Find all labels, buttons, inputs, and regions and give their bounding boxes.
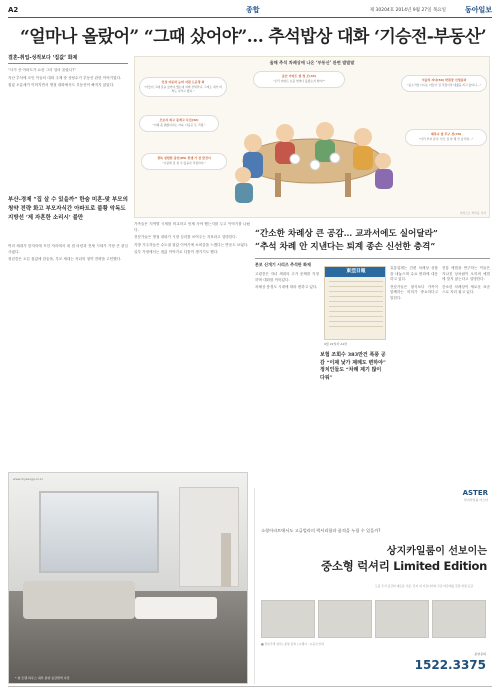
ad-headline-main: 중소형 럭셔리 Limited Edition xyxy=(320,559,487,573)
quote-bubble: 울산 아파트 빌 청 모(43) “우리 아파트 요즘 얼마나 올랐는지 알아?” xyxy=(253,71,345,88)
paragraph: “너가 산 아파트가 요즘 그리 얼마 올랐니?” xyxy=(8,68,77,72)
person-figure xyxy=(244,134,262,152)
subheadline: 결혼-취업-성적보다 ‘집값’ 화제 xyxy=(8,55,78,61)
quote-bubble: 경북 성현한 중인(85) 학생 가 장 맞건이 “나중에 집 살 수 있을지 걱정이야.” xyxy=(141,153,227,170)
ad-brand-logo: ASTER 상지카일룸 아스터 xyxy=(462,489,488,502)
paragraph: 집값 오름세가 이어지면서 명절 대화에서도 부동산이 빠지지 않았다. xyxy=(8,83,115,88)
illustration-credit: 일러스트 박진웅 기자 xyxy=(459,211,486,215)
ad-thumbnail xyxy=(432,600,486,638)
quote-bubble: 모로지 최고 중계고 사진(32) “이제 좀 괜찮아지는 거냐, 다음은 또 걱정.” xyxy=(139,115,219,132)
quote-bubble: 서울의 자녀(50) 학원장 선생님과 “중소기업 다니는 아들이 집 걱정이라 대출을 끼고 샀더니…” xyxy=(401,75,487,92)
secondary-headline-line: “간소한 차례상 큰 공감… 교과서에도 실어달라” xyxy=(255,229,438,239)
photo-caption: 9월 22일자 A1면 xyxy=(324,342,348,346)
person-figure xyxy=(354,128,372,146)
paragraph: 유통업계는 간편 차례상 상품을 내놓으며 수요 변화에 대응하고 있다. xyxy=(390,266,438,282)
photo-url: www.mysangji.co.kr xyxy=(13,477,43,481)
person-figure xyxy=(353,146,373,170)
paragraph: 지방 거주자들은 수도권 집값 이야기에 소외감을 느꼈다는 반응도 보였다. xyxy=(134,242,249,247)
dish xyxy=(310,160,320,170)
ad-thumbnail xyxy=(318,600,372,638)
photo-table xyxy=(135,597,217,619)
paragraph: 전통 예법을 연구하는 이들은 지나친 상차림이 오히려 예법에 맞지 않는다고 설명한다. xyxy=(442,266,490,282)
clipping-body xyxy=(329,281,383,327)
advertisement xyxy=(254,488,492,684)
paragraph: 차례상 풍경도 시대에 따라 변하고 있다. xyxy=(255,285,318,290)
series-label: 본보 신개기 시리즈 추석판 화제 xyxy=(255,262,311,267)
section-label: 종합 xyxy=(246,6,260,14)
person-figure xyxy=(235,167,251,183)
bottom-rule xyxy=(8,686,492,687)
paragraph: 전문가들은 형식보다 가족이 함께하는 의미가 중요하다고 말한다. xyxy=(390,284,438,300)
masthead xyxy=(8,4,492,18)
ad-description: 도심 주거 공간의 새로운 기준, 단지 내 커뮤니티와 고급 마감재를 갖춘 한정 공급 xyxy=(375,584,474,588)
paragraph: 여러 세대가 한자리에 모인 자리에서 내 집 마련과 전세 시세가 가장 큰 관심사였다. xyxy=(8,244,128,254)
issue-info: 제 30204호 2014년 9월 27일 목요일 xyxy=(369,8,446,13)
side-quote: 보험 조회수 383만건 폭풍 공감 “이제 낯가 제례도 변하야” 정치인들도 “차례 제기 많이 다워” xyxy=(320,352,386,381)
photo-window xyxy=(39,491,159,573)
paragraph: 간소한 차례상이 새로운 표준으로 자리 잡고 있다. xyxy=(442,284,490,295)
quote-bubble: 제목나 빌 주구 전(70) “다리 부자 같다, 부모 집 한 채 안 남기면…” xyxy=(405,129,487,146)
newspaper-logo: 동아일보 xyxy=(464,6,492,14)
photo-sofa xyxy=(23,581,135,619)
page-number: A2 xyxy=(8,6,19,14)
table-leg xyxy=(275,173,281,197)
illustration-title: 올해 추석 차례상에 나온 ‘부동산’ 관련 발발말 xyxy=(269,60,355,65)
ad-thumbnail xyxy=(261,600,315,638)
main-headline: “얼마나 올랐어” “그때 샀어야”… 추석밥상 대화 ‘기승전-부동산’ xyxy=(20,27,487,47)
quote-bubble: 인상 여론과 능력 지원 도운경 외 “아들이 그때 집을 샀어야 했는데 여태 전세라니, 그래도 내가 비싸도 사라고 했지.” xyxy=(139,77,227,97)
photo-caption: * 위 모델 하우스 내부 분양 공급면적 사진 xyxy=(15,676,70,680)
ad-phone-number[interactable]: 1522.3375 xyxy=(414,658,486,672)
clipping-masthead: 東亞日報 xyxy=(325,267,386,277)
article-column-1 xyxy=(8,68,128,192)
paragraph: 전문가들은 명절 대화가 시장 심리를 보여주는 지표라고 설명한다. xyxy=(134,235,237,240)
dish xyxy=(330,153,340,163)
secondary-headline-line: “추석 차례 안 지낸다는 퇴계 종손 신선한 충격” xyxy=(255,242,436,252)
subheadline-rule xyxy=(8,63,128,64)
article-column-2 xyxy=(134,222,250,466)
ad-phone-label: 분양문의 xyxy=(474,652,486,656)
paragraph: 청년층은 오른 집값에 한숨을, 부모 세대는 자녀의 청약 전략을 고민했다. xyxy=(8,257,122,262)
article-column-5 xyxy=(390,266,438,468)
article-column-4 xyxy=(255,272,319,468)
article-column-1b xyxy=(8,244,128,466)
person-figure xyxy=(316,122,334,140)
person-figure xyxy=(276,124,294,142)
interior-photo xyxy=(8,472,248,684)
ad-headline: 상지카일룸이 선보이는 xyxy=(386,546,487,557)
secondary-rule xyxy=(255,258,490,259)
secondary-headline xyxy=(255,228,490,254)
dish xyxy=(290,154,300,164)
ad-thumbnail xyxy=(375,600,429,638)
photo-lamp xyxy=(221,533,231,587)
article-subheading: 부산-경제 “집 살 수 있을까” 한숨 미혼-맞 부모의 청약 전략 화고 부모자식간 아파트로 불황 악독도 지방선 ‘제 자혼한 소리시’ 불만 xyxy=(8,197,128,221)
ad-lead: 소형아파트에서도 고급빌라의 럭셔리함과 품격을 누릴 수 있을까? xyxy=(261,528,381,533)
paragraph: 가족들은 지역별 시세를 비교하고 언제 사야 했는지를 두고 이야기를 나눴다. xyxy=(134,222,250,232)
paragraph: 일부 가정에서는 집값 이야기로 다툼이 생기기도 했다. xyxy=(134,250,219,255)
article-column-6 xyxy=(442,266,490,468)
paragraph: 고령층은 자녀 세대의 주거 문제를 걱정하며 대화를 이어갔다. xyxy=(255,272,319,282)
person-figure xyxy=(235,183,253,203)
newspaper-clipping-photo xyxy=(324,266,386,340)
person-figure xyxy=(375,169,393,189)
top-rule xyxy=(8,17,492,18)
table-leg xyxy=(345,173,351,197)
paragraph: 지난 추석에 모인 이들의 대화 주제 중 상당수가 부동산 관련 이야기였다. xyxy=(8,75,122,80)
ad-details: ■ 견본주택 위치 | 분양 문의 | 시행사 · 시공사 안내 xyxy=(261,642,324,646)
illustration-family-table xyxy=(134,56,490,218)
ad-thumbnail-strip xyxy=(261,600,487,638)
person-figure xyxy=(375,153,391,169)
